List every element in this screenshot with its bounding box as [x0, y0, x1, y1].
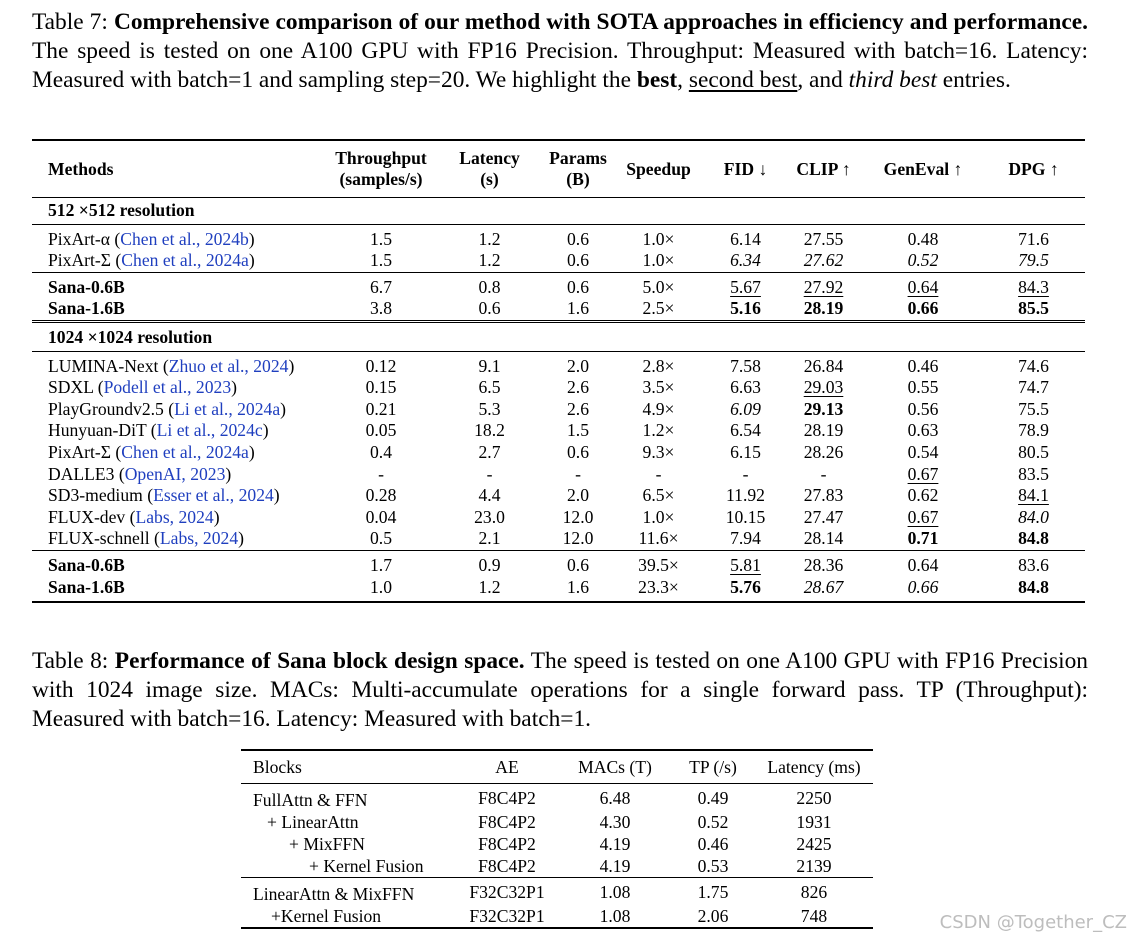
table-row [32, 442, 1085, 464]
params-cell: 12.0 [562, 506, 594, 527]
dpg-value: 84.3 [1018, 276, 1049, 297]
geneval-value: 0.64 [907, 276, 939, 297]
clip-cell [783, 272, 864, 298]
header-latency-ms: Latency (ms) [755, 750, 873, 784]
dpg-cell: 78.9 [1018, 420, 1049, 441]
method-cell: DALLE3 (OpenAI, 2023) [48, 463, 232, 484]
table8-title: Performance of Sana block design space. [114, 648, 525, 674]
geneval-value: 0.67 [907, 463, 939, 484]
table-row [241, 784, 873, 812]
citation-link[interactable]: OpenAI, [124, 463, 186, 484]
throughput-cell: 0.21 [365, 398, 397, 419]
citation-year-link[interactable]: 2023 [190, 463, 226, 484]
table-row [32, 507, 1085, 529]
method-cell: Hunyuan-DiT (Li et al., 2024c) [48, 420, 269, 441]
method-cell: SD3-medium (Esser et al., 2024) [48, 485, 280, 506]
method-name: FLUX-schnell [48, 528, 150, 549]
table7-caption [32, 8, 1088, 95]
geneval-cell: 0.52 [907, 250, 939, 271]
params-cell: 0.6 [547, 224, 609, 250]
citation-link[interactable]: Labs, [135, 506, 175, 527]
citation-year-link[interactable]: 2024b [204, 228, 249, 249]
dpg-cell: 84.8 [982, 577, 1085, 603]
throughput-cell: 6.7 [330, 272, 432, 298]
latency-cell: 2425 [796, 834, 832, 854]
geneval-cell [864, 464, 982, 486]
geneval-cell: 0.48 [864, 224, 982, 250]
method-name: Hunyuan-DiT [48, 420, 147, 441]
caption-and: , and [797, 67, 843, 93]
clip-cell: 26.84 [783, 351, 864, 377]
citation-link[interactable]: Zhuo et al., [168, 355, 249, 376]
geneval-cell [864, 272, 982, 298]
dpg-cell: 79.5 [1018, 250, 1049, 271]
fid-cell: 11.92 [726, 485, 765, 506]
clip-cell: 28.26 [803, 441, 844, 462]
header-params [547, 140, 609, 198]
geneval-cell: 0.54 [907, 441, 939, 462]
fid-cell: 6.54 [730, 420, 761, 441]
clip-cell: 27.47 [803, 506, 844, 527]
table-row [32, 485, 1085, 507]
dpg-cell: 74.6 [982, 351, 1085, 377]
header-fid: FID ↓ [708, 140, 783, 198]
header-geneval: GenEval ↑ [864, 140, 982, 198]
ae-cell: F8C4P2 [478, 834, 536, 854]
table-row [32, 351, 1085, 377]
table-row [32, 399, 1085, 421]
table-row [241, 811, 873, 833]
throughput-cell: 0.12 [330, 351, 432, 377]
params-cell: 1.6 [547, 577, 609, 603]
block-cell: + Kernel Fusion [309, 856, 424, 876]
throughput-cell: 0.5 [370, 528, 392, 549]
latency-cell: 2.7 [478, 441, 501, 462]
method-name: FLUX-dev [48, 506, 126, 527]
fid-cell: 10.15 [725, 506, 766, 527]
throughput-cell: 1.5 [370, 250, 392, 271]
fid-cell: 6.63 [730, 377, 761, 398]
macs-cell: 1.08 [599, 906, 631, 926]
table-row [32, 420, 1085, 442]
params-cell: 0.6 [567, 250, 589, 271]
clip-cell: 28.14 [803, 528, 844, 549]
section-1024: 1024 ×1024 resolution [32, 321, 1085, 351]
speedup-cell: 5.0× [609, 272, 708, 298]
geneval-value: 0.67 [907, 506, 939, 527]
latency-cell: 2139 [796, 856, 832, 876]
clip-cell: 27.55 [783, 224, 864, 250]
table8-caption [32, 647, 1088, 734]
table-row [32, 250, 1085, 272]
fid-value: 5.67 [730, 276, 761, 297]
legend-second-best: second best [688, 67, 798, 93]
block-cell: FullAttn & FFN [241, 784, 455, 812]
params-cell: 12.0 [562, 528, 594, 549]
throughput-cell: 0.04 [365, 506, 397, 527]
legend-third-best: third best [848, 67, 937, 93]
method-cell: FLUX-schnell (Labs, 2024) [48, 528, 244, 549]
citation-year-link[interactable]: 2024a [205, 441, 249, 462]
latency-cell: 826 [800, 881, 828, 902]
macs-cell: 6.48 [559, 784, 671, 812]
method-name: SDXL [48, 377, 94, 398]
params-cell: 0.6 [547, 272, 609, 298]
table7 [32, 139, 1085, 603]
speedup-cell: 1.0× [609, 224, 708, 250]
dpg-cell [982, 272, 1085, 298]
ae-cell: F8C4P2 [478, 856, 536, 876]
speedup-cell: 1.0× [642, 250, 675, 271]
params-cell: 1.6 [567, 298, 589, 319]
table-row [241, 878, 873, 906]
header-macs: MACs (T) [559, 750, 671, 784]
clip-cell: 28.19 [803, 420, 844, 441]
table7-title: Comprehensive comparison of our method with SOTA approaches in efficiency and performance. [113, 9, 1088, 35]
geneval-cell [864, 507, 982, 529]
macs-cell: 1.08 [599, 881, 631, 902]
method-cell: PixArt-α (Chen et al., 2024b) [32, 224, 330, 250]
latency-cell: 6.5 [478, 377, 501, 398]
citation-link[interactable]: Esser et al., [153, 485, 235, 506]
method-name: PlayGroundv2.5 [48, 398, 164, 419]
latency-cell: 0.6 [478, 298, 501, 319]
table-row [32, 577, 1085, 603]
latency-cell: 9.1 [432, 351, 547, 377]
clip-cell: 28.36 [783, 550, 864, 576]
table-row [32, 550, 1085, 576]
citation-year-link[interactable]: 2023 [195, 377, 232, 398]
table-row [32, 272, 1085, 298]
method-name: PixArt-α [48, 228, 110, 249]
dpg-cell: 71.6 [982, 224, 1085, 250]
block-cell: + MixFFN [289, 834, 365, 854]
dpg-cell: 85.5 [1018, 298, 1049, 319]
geneval-cell: 0.46 [864, 351, 982, 377]
citation-year-link[interactable]: 2024 [202, 528, 239, 549]
dpg-cell: 83.5 [1018, 463, 1049, 484]
clip-cell [783, 377, 864, 399]
citation-link[interactable]: Li et al., [174, 398, 233, 419]
latency-cell: 1.2 [432, 224, 547, 250]
method-name: PixArt-Σ [48, 250, 112, 271]
tp-cell: 2.06 [697, 906, 729, 926]
legend-best: best [636, 67, 678, 93]
speedup-cell: 3.5× [642, 377, 675, 398]
method-cell: FLUX-dev (Labs, 2024) [48, 506, 220, 527]
dpg-cell [982, 485, 1085, 507]
table8 [241, 749, 873, 929]
dpg-cell: 74.7 [1018, 377, 1049, 398]
tp-cell: 0.46 [697, 834, 729, 854]
header-latency [432, 140, 547, 198]
latency-cell: 5.3 [478, 398, 501, 419]
citation-year-link[interactable]: 2024 [178, 506, 214, 527]
geneval-cell: 0.66 [907, 298, 939, 319]
clip-cell: 28.67 [783, 577, 864, 603]
fid-cell: 7.94 [730, 528, 761, 549]
latency-cell: 2250 [755, 784, 873, 812]
latency-cell: 1.2 [432, 577, 547, 603]
fid-cell: 6.34 [730, 250, 761, 271]
params-cell: 0.6 [567, 441, 589, 462]
dpg-cell: 84.8 [1018, 528, 1049, 549]
method-cell: PixArt-Σ (Chen et al., 2024a) [48, 441, 255, 462]
fid-cell: 7.58 [708, 351, 783, 377]
table8-description: The speed is tested on one A100 GPU with FP16 Precision with 1024 image size. MACs: Multi-accumulate operations for a single forward pass. TP (Throughput): Measured with batch=16. Latency: Measured with batch=1. [32, 648, 1088, 732]
citation-link[interactable]: Chen et al., [121, 441, 202, 462]
latency-cell: 0.8 [432, 272, 547, 298]
method-name: Sana-1.6B [32, 577, 330, 603]
citation-year-link[interactable]: 2024 [238, 485, 274, 506]
speedup-cell: 39.5× [609, 550, 708, 576]
ae-cell: F32C32P1 [469, 881, 545, 902]
params-cell: 2.0 [547, 351, 609, 377]
header-throughput-label: Throughput [335, 148, 427, 168]
fid-cell [708, 272, 783, 298]
method-cell: LUMINA-Next (Zhuo et al., 2024) [32, 351, 330, 377]
header-params-label: Params [549, 148, 607, 168]
table-row [32, 298, 1085, 321]
citation-link[interactable]: Podell et al., [103, 377, 192, 398]
block-cell: + LinearAttn [267, 812, 359, 832]
caption-end: entries. [942, 67, 1011, 93]
table8-label: Table 8: [32, 648, 109, 674]
speedup-cell: 1.0× [642, 506, 675, 527]
table-row [241, 855, 873, 878]
clip-cell: 29.13 [803, 398, 844, 419]
latency-cell: 0.9 [432, 550, 547, 576]
geneval-cell: 0.62 [907, 485, 939, 506]
geneval-cell: 0.63 [907, 420, 939, 441]
citation-year-link[interactable]: 2024a [205, 250, 249, 271]
params-cell: 1.5 [567, 420, 589, 441]
throughput-cell: 0.28 [365, 485, 397, 506]
table-row [241, 833, 873, 855]
latency-cell: 1.2 [478, 250, 501, 271]
throughput-cell: 1.5 [330, 224, 432, 250]
dpg-value: 84.1 [1018, 485, 1049, 506]
params-cell: 2.6 [567, 398, 589, 419]
fid-cell: 5.76 [708, 577, 783, 603]
block-cell: +Kernel Fusion [271, 906, 382, 926]
geneval-cell: 0.66 [864, 577, 982, 603]
fid-value: 5.81 [730, 554, 761, 575]
geneval-cell: 0.71 [907, 528, 939, 549]
header-ae: AE [455, 750, 559, 784]
geneval-cell: 0.55 [907, 377, 939, 398]
fid-cell: - [742, 463, 749, 484]
method-name: LUMINA-Next [48, 355, 159, 376]
speedup-cell: 23.3× [609, 577, 708, 603]
throughput-cell: 1.7 [330, 550, 432, 576]
clip-value: 29.03 [803, 377, 844, 398]
fid-cell: 6.15 [730, 441, 761, 462]
throughput-cell: 0.15 [365, 377, 397, 398]
header-methods: Methods [32, 140, 330, 198]
citation-link[interactable]: Li et al., [156, 420, 216, 441]
clip-cell: 28.19 [803, 298, 844, 319]
params-cell: 0.6 [547, 550, 609, 576]
latency-cell: 2.1 [478, 528, 501, 549]
header-tp: TP (/s) [671, 750, 755, 784]
clip-cell: 27.83 [803, 485, 844, 506]
header-throughput [330, 140, 432, 198]
throughput-cell: 3.8 [370, 298, 392, 319]
citation-link[interactable]: Chen et al., [121, 250, 202, 271]
latency-cell: 23.0 [474, 506, 505, 527]
fid-cell [708, 550, 783, 576]
table-row [32, 224, 1085, 250]
params-cell: 2.0 [567, 485, 589, 506]
clip-cell: 27.62 [803, 250, 844, 271]
latency-cell: 4.4 [478, 485, 501, 506]
caption-comma: , [677, 67, 683, 93]
table-row [32, 377, 1085, 399]
throughput-cell: 1.0 [330, 577, 432, 603]
method-name: PixArt-Σ [48, 441, 112, 462]
throughput-cell: 0.05 [365, 420, 397, 441]
dpg-cell: 75.5 [1018, 398, 1049, 419]
latency-cell: 1931 [796, 812, 832, 832]
speedup-cell: 2.8× [609, 351, 708, 377]
header-throughput-unit: (samples/s) [339, 169, 423, 189]
params-cell: 2.6 [567, 377, 589, 398]
geneval-cell: 0.64 [864, 550, 982, 576]
table-row [241, 905, 873, 928]
ae-cell: F8C4P2 [478, 812, 536, 832]
speedup-cell: 6.5× [642, 485, 675, 506]
macs-cell: 4.19 [599, 834, 631, 854]
speedup-cell: 1.2× [642, 420, 675, 441]
params-cell: - [575, 463, 581, 484]
tp-cell: 0.52 [697, 812, 729, 832]
geneval-cell: 0.56 [907, 398, 939, 419]
macs-cell: 4.30 [599, 812, 631, 832]
block-cell: LinearAttn & MixFFN [253, 884, 415, 904]
tp-cell: 0.53 [697, 856, 729, 876]
method-name: Sana-0.6B [32, 550, 330, 576]
latency-cell: - [486, 463, 493, 484]
clip-cell: - [820, 463, 827, 484]
table7-description: The speed is tested on one A100 GPU with FP16 Precision. Throughput: Measured with batch=16. Latency: Measured with batch=1 and sampling step=20. We highlight the [32, 38, 1088, 93]
fid-cell: 6.09 [730, 398, 761, 419]
table-row [32, 528, 1085, 550]
tp-cell: 0.49 [671, 784, 755, 812]
ae-cell: F32C32P1 [469, 906, 545, 926]
method-name: Sana-0.6B [32, 272, 330, 298]
header-params-unit: (B) [566, 169, 590, 189]
throughput-cell: 0.4 [370, 441, 392, 462]
header-latency-label: Latency [459, 148, 520, 168]
speedup-cell: - [655, 463, 662, 484]
header-dpg: DPG ↑ [982, 140, 1085, 198]
citation-link[interactable]: Chen et al., [120, 228, 201, 249]
header-speedup: Speedup [609, 140, 708, 198]
speedup-cell: 4.9× [642, 398, 675, 419]
fid-cell: 5.16 [730, 298, 761, 319]
dpg-cell: 80.5 [1018, 441, 1049, 462]
speedup-cell: 9.3× [642, 441, 675, 462]
method-cell: SDXL (Podell et al., 2023) [48, 377, 237, 398]
method-name: SD3-medium [48, 485, 143, 506]
section-512: 512 ×512 resolution [32, 198, 1085, 225]
method-name: Sana-1.6B [48, 298, 125, 319]
method-name: DALLE3 [48, 463, 115, 484]
dpg-cell: 84.0 [1018, 506, 1049, 527]
latency-cell: 748 [800, 906, 828, 926]
header-blocks: Blocks [241, 750, 455, 784]
speedup-cell: 2.5× [642, 298, 675, 319]
macs-cell: 4.19 [599, 856, 631, 876]
method-cell: PlayGroundv2.5 (Li et al., 2024a) [48, 398, 286, 419]
header-clip: CLIP ↑ [783, 140, 864, 198]
throughput-cell: - [378, 463, 384, 484]
watermark: CSDN @Together_CZ [939, 912, 1127, 933]
citation-year-link[interactable]: 2024 [253, 355, 289, 376]
table-row [32, 464, 1085, 486]
speedup-cell: 11.6× [638, 528, 679, 549]
latency-cell: 18.2 [474, 420, 505, 441]
citation-link[interactable]: Labs, [159, 528, 199, 549]
ae-cell: F8C4P2 [455, 784, 559, 812]
header-latency-unit: (s) [480, 169, 499, 189]
fid-cell: 6.14 [708, 224, 783, 250]
citation-year-link[interactable]: 2024c [219, 420, 263, 441]
citation-year-link[interactable]: 2024a [237, 398, 281, 419]
table7-label: Table 7: [32, 9, 108, 35]
tp-cell: 1.75 [697, 881, 729, 902]
dpg-cell: 83.6 [982, 550, 1085, 576]
method-cell: PixArt-Σ (Chen et al., 2024a) [48, 250, 255, 271]
clip-value: 27.92 [803, 276, 844, 297]
